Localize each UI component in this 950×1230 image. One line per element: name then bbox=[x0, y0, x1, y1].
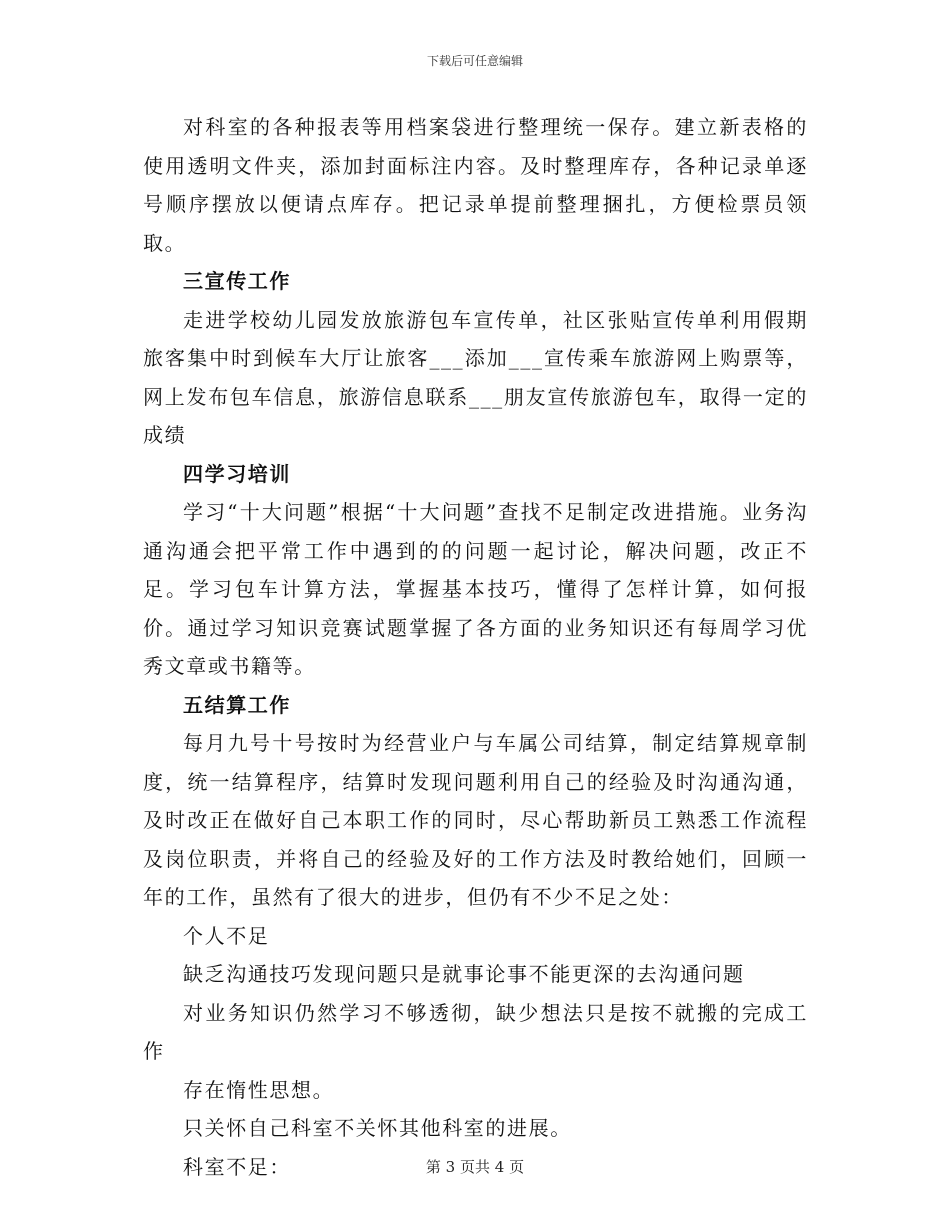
paragraph-training: 学习“十大问题”根据“十大问题”查找不足制定改进措施。业务沟通沟通会把平常工作中遇到的的问题一起讨论，解决问题，改正不足。学习包车计算方法，掌握基本技巧，懂得了怎样计算，如何报价。通过学习知识竞赛试题掌握了各方面的业务知识还有每周学习优秀文章或书籍等。 bbox=[143, 500, 808, 678]
section-heading-settlement: 五结算工作 bbox=[183, 692, 291, 717]
paragraph-department-shortcomings: 科室不足： bbox=[183, 1154, 291, 1179]
paragraph-inertia: 存在惰性思想。 bbox=[183, 1077, 335, 1102]
paragraph-settlement: 每月九号十号按时为经营业户与车属公司结算，制定结算规章制度，统一结算程序，结算时发现问题利用自己的经验及时沟通沟通，及时改正在做好自己本职工作的同时，尽心帮助新员工熟悉工作流程及岗位职责，并将自己的经验及好的工作方法及时教给她们，回顾一年的工作，虽然有了很大的进步，但仍有不少不足之处： bbox=[143, 731, 808, 909]
page-number: 第 3 页共 4 页 bbox=[425, 1158, 525, 1176]
paragraph-personal-shortcomings: 个人不足 bbox=[183, 923, 270, 948]
paragraph-communication: 缺乏沟通技巧发现问题只是就事论事不能更深的去沟通问题 bbox=[183, 962, 745, 986]
paragraph-department-focus: 只关怀自己科室不关怀其他科室的进展。 bbox=[183, 1116, 572, 1140]
page-header: 下载后可任意编辑 bbox=[426, 54, 523, 68]
document-body bbox=[143, 108, 808, 1186]
paragraph-archive: 对科室的各种报表等用档案袋进行整理统一保存。建立新表格的使用透明文件夹，添加封面标注内容。及时整理库存，各种记录单逐号顺序摆放以便请点库存。把记录单提前整理捆扎，方便检票员领取。 bbox=[143, 115, 808, 255]
section-heading-publicity: 三宣传工作 bbox=[183, 269, 291, 293]
paragraph-knowledge: 对业务知识仍然学习不够透彻，缺少想法只是按不就搬的完成工作 bbox=[143, 1000, 808, 1063]
paragraph-publicity: 走进学校幼儿园发放旅游包车宣传单，社区张贴宣传单利用假期旅客集中时到候车大厅让旅客___添加___宣传乘车旅游网上购票等，网上发布包车信息，旅游信息联系___朋友宣传旅游包车，取得一定的成绩 bbox=[143, 307, 808, 447]
section-heading-training: 四学习培训 bbox=[183, 461, 291, 486]
